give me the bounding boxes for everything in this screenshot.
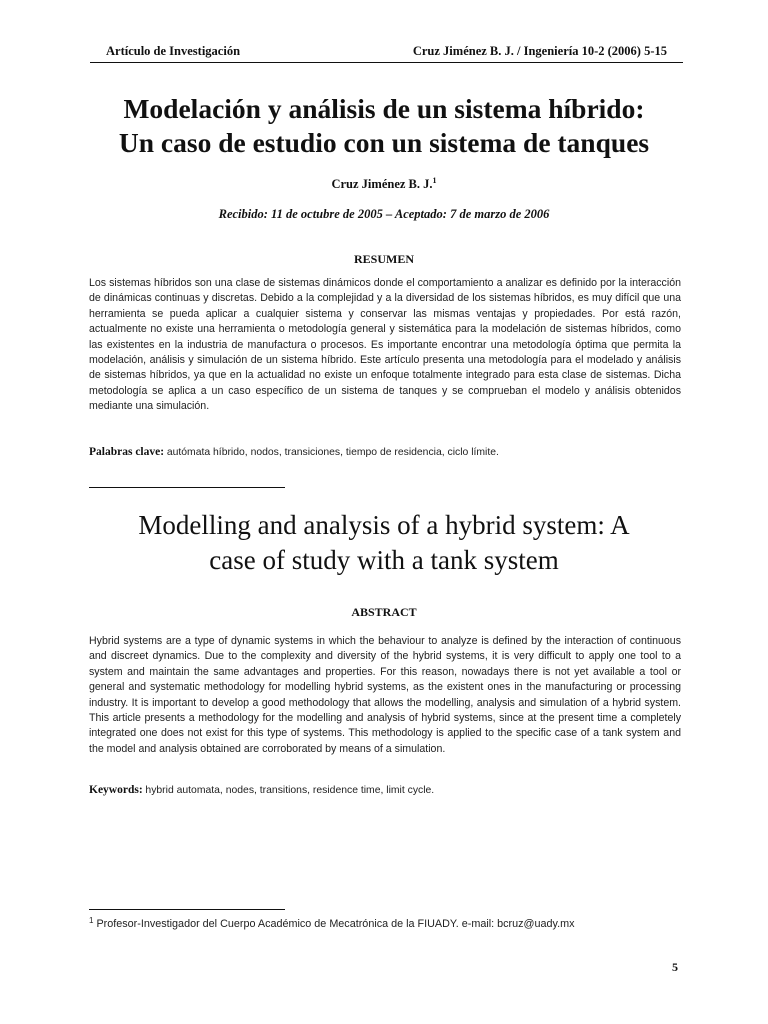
footnote (89, 916, 575, 930)
english-title (70, 508, 698, 578)
header-article-type: Artículo de Investigación (106, 44, 241, 58)
abstract-keywords-label: Keywords: (89, 784, 143, 796)
resumen-text: Los sistemas híbridos son una clase de sistemas dinámicos donde el comportamiento a analizar es definido por la interacción de dinámicas continuas y discretas. Debido a la complejidad y a la diversidad de los sistemas híbridos, es muy difícil que una herramienta se pueda aplicar a cualquier sistema y conservar las mismas ventajas y propiedades. Por está razón, actualmente no existe una herramienta o metodología general y sistemática para la modelación de sistemas híbridos, como las existentes en la industria de manufactura o procesos. Es importante encontrar una metodología óptima que permita la modelación, análisis y simulación de un sistema híbrido. Este artículo presenta una metodología para el modelado y análisis de sistemas híbridos, ya que en la actualidad no existe un enfoque totalmente integrado para esta clase de sistemas. Dicha metodología se aplica a un caso específico de un sistema de tanques y se comprueban el modelo y análisis obtenidos mediante una simulación. (89, 277, 681, 413)
author-footnote-mark: 1 (432, 176, 437, 185)
spanish-title-line-1: Modelación y análisis de un sistema híbrido: (123, 93, 645, 124)
spanish-title (60, 92, 708, 160)
footnote-mark: 1 (89, 916, 94, 925)
resumen-keywords (89, 446, 681, 458)
author-name: Cruz Jiménez B. J. (331, 177, 433, 192)
abstract-text: Hybrid systems are a type of dynamic systems in which the behaviour to analyze is defined by the interaction of continuous and discreet dynamics. Due to the complexity and diversity of the hybrid systems, it is very difficult to apply one tool to a system and maintain the same advantages and properties. For this reason, nowadays there is not yet available a tool or general and systematic methodology for modelling hybrid systems, as the existent ones in the manufacturing or processing industry. It is important to develop a good methodology that allows the modelling, analysis and simulation of a hybrid system. This article presents a methodology for the modelling and analysis of hybrid systems, since at the present time a completely integrated one does not exist for this type of systems. This methodology is applied to the specific case of a tank system and the model and analysis obtained are corroborated by means of a simulation. (89, 635, 681, 755)
page-number: 5 (672, 960, 678, 974)
author-line (0, 176, 768, 192)
section-divider (89, 487, 285, 488)
header-citation: Cruz Jiménez B. J. / Ingeniería 10-2 (2006) 5-15 (412, 44, 667, 58)
abstract-keywords (89, 784, 681, 796)
abstract-keywords-value: hybrid automata, nodes, transitions, residence time, limit cycle. (145, 785, 435, 796)
english-title-line-1: Modelling and analysis of a hybrid system: A (138, 510, 630, 540)
received-accepted-dates: Recibido: 11 de octubre de 2005 – Aceptado: 7 de marzo de 2006 (218, 207, 550, 221)
running-header (90, 44, 683, 63)
footnote-text: Profesor-Investigador del Cuerpo Académico de Mecatrónica de la FIUADY. e-mail: bcruz@uady.mx (96, 918, 575, 930)
footnote-divider (89, 909, 285, 910)
spanish-title-line-2: Un caso de estudio con un sistema de tanques (118, 127, 650, 158)
resumen-keywords-label: Palabras clave: (89, 446, 165, 458)
resumen-heading: RESUMEN (353, 252, 414, 266)
abstract-heading: ABSTRACT (351, 605, 417, 619)
resumen-keywords-value: autómata híbrido, nodos, transiciones, tiempo de residencia, ciclo límite. (166, 447, 499, 458)
english-title-line-2: case of study with a tank system (209, 545, 559, 575)
